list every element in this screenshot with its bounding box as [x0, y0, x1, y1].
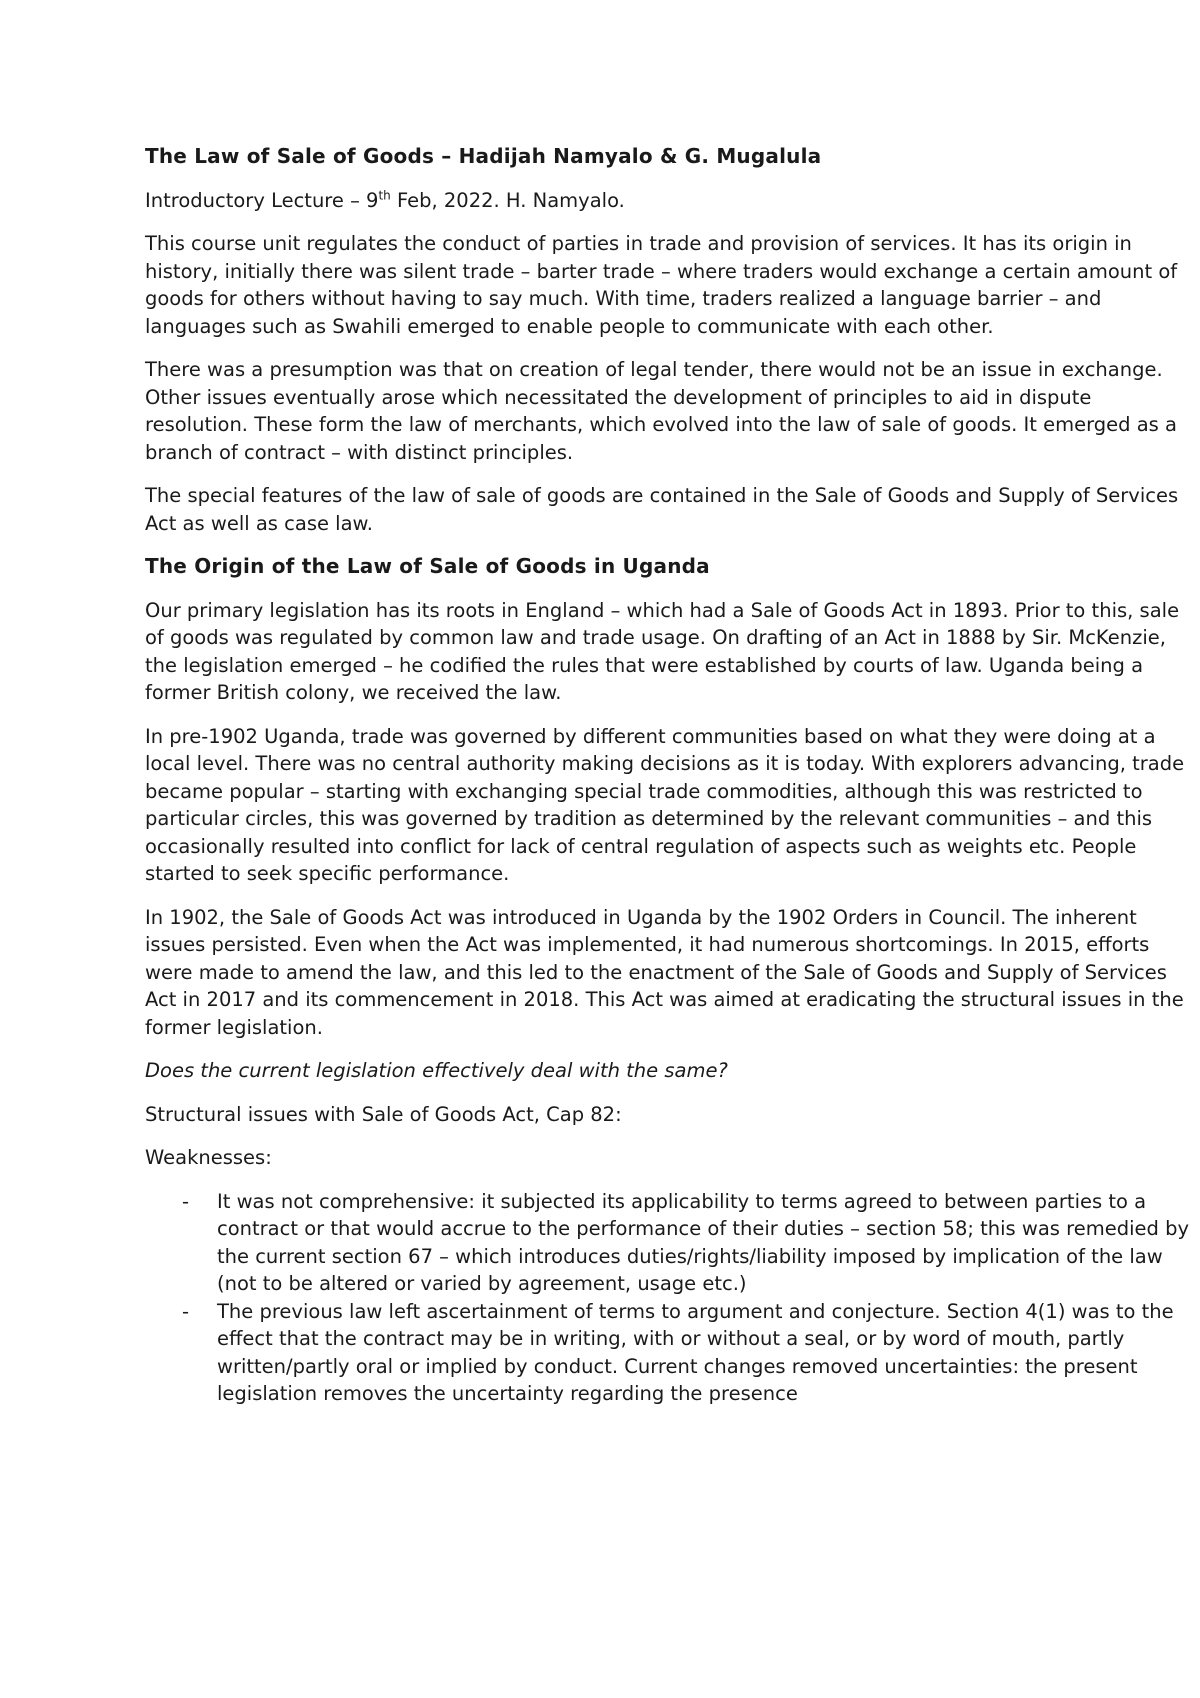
weaknesses-list — [145, 1188, 1200, 1408]
paragraph: In 1902, the Sale of Goods Act was introduced in Uganda by the 1902 Orders in Council. The inherent issues persisted. Even when the Act was implemented, it had numerous shortcomings. In 2015, efforts were made to amend the law, and this led to the enactment of the Sale of Goods and Supply of Services Act in 2017 and its commencement in 2018. This Act was aimed at eradicating the structural issues in the former legislation. — [145, 905, 1184, 1039]
lecture-line — [145, 187, 1200, 215]
paragraph: There was a presumption was that on creation of legal tender, there would not be an issue in exchange. Other issues eventually arose which necessitated the development of principles to aid in dispute resolution. These form the law of merchants, which evolved into the law of sale of goods. It emerged as a branch of contract – with distinct principles. — [145, 358, 1177, 464]
structural-issues-line: Structural issues with Sale of Goods Act, Cap 82: — [145, 1102, 622, 1126]
ordinal-suffix: th — [378, 188, 391, 202]
weaknesses-label: Weaknesses: — [145, 1146, 272, 1169]
document-title: The Law of Sale of Goods – Hadijah Namyalo & G. Mugalula — [145, 144, 822, 168]
bullet-dash: - — [182, 1189, 190, 1213]
list-item — [182, 1188, 1200, 1298]
document-page — [145, 143, 1200, 1408]
lecture-line-text: Introductory Lecture – 9 — [145, 188, 379, 212]
question-line: Does the current legislation effectively deal with the same? — [145, 1059, 728, 1082]
list-item-text: The previous law left ascertainment of terms to argument and conjecture. Section 4(1) was to the effect that the contract may be in writing, with or without a seal, or by word of mouth, partly written/partly oral or implied by conduct. Current changes removed uncertainties: the present legislation removes the uncertainty regarding the presence — [217, 1299, 1174, 1405]
paragraph: Our primary legislation has its roots in England – which had a Sale of Goods Act in 1893. Prior to this, sale of goods was regulated by common law and trade usage. On drafting of an Act in 1888 by Sir. McKenzie, the legislation emerged – he codified the rules that were established by courts of law. Uganda being a former British colony, we received the law. — [145, 598, 1180, 704]
bullet-dash: - — [182, 1299, 190, 1323]
section-heading: The Origin of the Law of Sale of Goods in Uganda — [145, 554, 710, 578]
paragraph: The special features of the law of sale of goods are contained in the Sale of Goods and Supply of Services Act as well as case law. — [145, 484, 1179, 535]
paragraph: In pre-1902 Uganda, trade was governed by different communities based on what they were doing at a local level. There was no central authority making decisions as it is today. With explorers advancing, trade became popular – starting with exchanging special trade commodities, although this was restricted to particular circles, this was governed by tradition as determined by the relevant communities – and this occasionally resulted into conflict for lack of central regulation of aspects such as weights etc. People started to seek specific performance. — [145, 724, 1185, 885]
paragraph: This course unit regulates the conduct of parties in trade and provision of services. It has its origin in history, initially there was silent trade – barter trade – where traders would exchange a certain amount of goods for others without having to say much. With time, traders realized a language barrier – and languages such as Swahili emerged to enable people to communicate with each other. — [145, 232, 1178, 338]
lecture-line-date: Feb, 2022. H. Namyalo. — [390, 188, 625, 212]
list-item — [182, 1298, 1200, 1408]
list-item-text: It was not comprehensive: it subjected its applicability to terms agreed to between parties to a contract or that would accrue to the performance of their duties – section 58; this was remedied by the current section 67 – which introduces duties/rights/liability imposed by implication of the law (not to be altered or varied by agreement, usage etc.) — [217, 1189, 1190, 1295]
